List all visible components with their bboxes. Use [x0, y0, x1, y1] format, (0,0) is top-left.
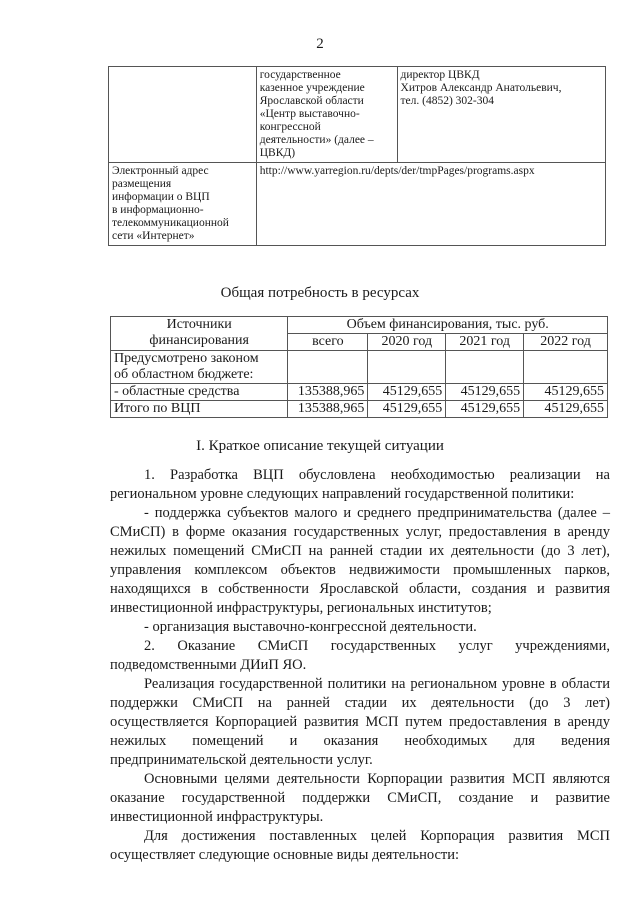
table-cell: 45129,655	[446, 401, 524, 418]
cell-line: телекоммуникационной	[112, 217, 229, 229]
paragraph: - поддержка субъектов малого и среднего предпринимательства (далее – СМиСП) в форме оказания государственных услуг, предоставления в аренду нежилых помещений СМиСП на ранней стадии их деятельности (до 3 лет), управления комплексом объектов недвижимости промышленных парков, находящихся в собственности Ярославской области, создания и развития инвестиционной инфраструктуры, региональных институтов;	[110, 505, 610, 616]
table-cell: 135388,965	[288, 384, 368, 401]
cell-line: сети «Интернет»	[112, 230, 195, 242]
header-line: финансирования	[149, 333, 249, 348]
table-cell: 45129,655	[524, 384, 608, 401]
paragraph: Реализация государственной политики на региональном уровне в области поддержки СМиСП на ранней стадии их деятельности (до 3 лет) осуществляется Корпорацией развития МСП путем предоставления в аренду нежилых помещений и оказания необходимых для ведения предпринимательской деятельности услуг.	[110, 676, 610, 768]
table-row	[111, 351, 608, 384]
header-volume: Объем финансирования, тыс. руб.	[288, 317, 608, 334]
cell-line: информации о ВЦП	[112, 191, 210, 203]
info-table	[108, 66, 606, 246]
resources-table	[110, 316, 608, 418]
table-cell	[397, 67, 605, 163]
table-row	[109, 163, 606, 246]
table-cell: 45129,655	[524, 401, 608, 418]
table-cell	[288, 351, 368, 384]
cell-line: ЦВКД)	[259, 147, 296, 159]
subheader-total: всего	[288, 334, 368, 351]
table-cell	[109, 67, 257, 163]
header-line: Источники	[166, 317, 232, 332]
resources-title: Общая потребность в ресурсах	[220, 285, 420, 301]
row-label: - областные средства	[111, 384, 288, 401]
table-row	[111, 384, 608, 401]
cell-line: конгрессной	[259, 121, 321, 133]
row-label-line: Предусмотрено законом	[114, 351, 259, 366]
paragraph: Основными целями деятельности Корпорации развития МСП являются оказание государственной поддержки СМиСП, создание и развитие инвестиционной инфраструктуры.	[110, 771, 610, 825]
cell-line: размещения	[112, 178, 172, 190]
cell-line: деятельности» (далее –	[259, 134, 374, 146]
table-cell: 135388,965	[288, 401, 368, 418]
table-cell	[368, 351, 446, 384]
cell-line: государственное	[259, 69, 341, 81]
paragraph: Для достижения поставленных целей Корпорация развития МСП осуществляет следующие основные виды деятельности:	[110, 828, 610, 863]
table-cell: 45129,655	[446, 384, 524, 401]
row-label	[111, 351, 288, 384]
subheader-2021: 2021 год	[446, 334, 524, 351]
section-1-title: I. Краткое описание текущей ситуации	[196, 438, 444, 454]
cell-line: Электронный адрес	[112, 165, 209, 177]
subheader-2020: 2020 год	[368, 334, 446, 351]
row-label: Итого по ВЦП	[111, 401, 288, 418]
body-text	[110, 466, 610, 865]
cell-line: Ярославской области	[259, 95, 364, 107]
cell-line: казенное учреждение	[259, 82, 365, 94]
paragraph: 1. Разработка ВЦП обусловлена необходимостью реализации на региональном уровне следующих направлений государственной политики:	[110, 467, 610, 502]
table-cell: 45129,655	[368, 401, 446, 418]
page-number: 2	[316, 36, 324, 52]
cell-line: тел. (4852) 302-304	[400, 95, 494, 107]
table-row	[109, 67, 606, 163]
table-header-row	[111, 317, 608, 334]
header-source	[111, 317, 288, 351]
subheader-2022: 2022 год	[524, 334, 608, 351]
paragraph: - организация выставочно-конгрессной деятельности.	[144, 619, 477, 635]
cell-line: «Центр выставочно-	[259, 108, 360, 120]
table-cell	[256, 67, 397, 163]
table-cell: 45129,655	[368, 384, 446, 401]
table-cell	[109, 163, 257, 246]
url-cell[interactable]: http://www.yarregion.ru/depts/der/tmpPages/programs.aspx	[256, 163, 605, 246]
paragraph: 2. Оказание СМиСП государственных услуг учреждениями, подведомственными ДИиП ЯО.	[110, 638, 610, 673]
row-label-line: об областном бюджете:	[114, 367, 254, 382]
table-cell	[446, 351, 524, 384]
cell-line: Хитров Александр Анатольевич,	[400, 82, 562, 94]
table-cell	[524, 351, 608, 384]
cell-line: директор ЦВКД	[400, 69, 480, 81]
table-row	[111, 401, 608, 418]
cell-line: в информационно-	[112, 204, 204, 216]
